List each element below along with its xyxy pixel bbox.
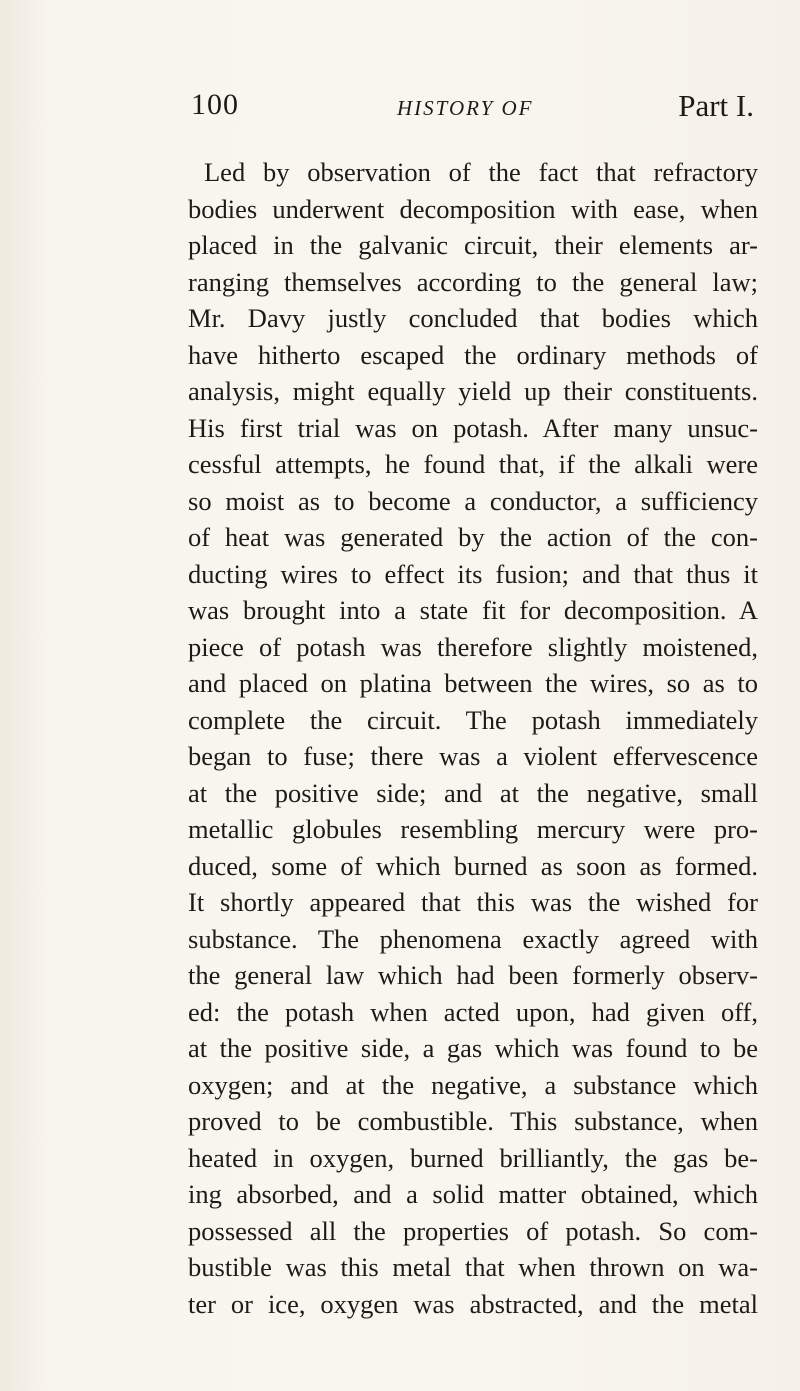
text-line: complete the circuit. The potash immediately (188, 704, 758, 735)
text-line: proved to be combustible. This substance, when (188, 1106, 758, 1136)
text-line: ed: the potash when acted upon, had given off, (188, 996, 758, 1027)
text-line: oxygen; and at the negative, a substance which (188, 1069, 758, 1100)
text-line: analysis, might equally yield up their constituents. (188, 376, 758, 406)
text-line: so moist as to become a conductor, a sufficiency (188, 485, 758, 516)
text-line: His first trial was on potash. After many unsuc- (188, 412, 758, 443)
text-line: Mr. Davy justly concluded that bodies which (188, 303, 758, 333)
text-line: metallic globules resembling mercury were pro- (188, 814, 758, 844)
part-label: Part I. (678, 88, 754, 123)
text-line: ter or ice, oxygen was abstracted, and the metal (188, 1288, 758, 1319)
running-title: HISTORY OF (397, 96, 534, 120)
text-line: It shortly appeared that this was the wished for (188, 887, 758, 917)
text-line: of heat was generated by the action of the con- (188, 522, 758, 552)
text-line: have hitherto escaped the ordinary methods of (188, 339, 758, 370)
page-number: 100 (191, 88, 239, 121)
text-line: ranging themselves according to the general law; (188, 266, 758, 297)
text-line: substance. The phenomena exactly agreed with (188, 923, 758, 954)
text-line: bodies underwent decomposition with ease, when (188, 193, 758, 224)
text-line: ing absorbed, and a solid matter obtained, which (188, 1179, 758, 1209)
text-line: at the positive side; and at the negative, small (188, 777, 758, 808)
text-line: ducting wires to effect its fusion; and that thus it (188, 558, 758, 589)
text-line: was brought into a state fit for decomposition. A (188, 595, 758, 625)
body-paragraph (188, 154, 758, 1322)
text-line: possessed all the properties of potash. So com- (188, 1215, 758, 1246)
running-head (191, 88, 754, 132)
text-line: cessful attempts, he found that, if the alkali were (188, 449, 758, 479)
text-line: and placed on platina between the wires, so as to (188, 668, 758, 698)
text-line: piece of potash was therefore slightly moistened, (188, 631, 758, 662)
text-line: began to fuse; there was a violent effervescence (188, 741, 758, 771)
text-line: bustible was this metal that when thrown on wa- (188, 1252, 758, 1282)
text-line: heated in oxygen, burned brilliantly, the gas be- (188, 1142, 758, 1173)
text-line: placed in the galvanic circuit, their elements ar- (188, 230, 758, 260)
text-line: the general law which had been formerly observ- (188, 960, 758, 990)
text-line: at the positive side, a gas which was found to be (188, 1033, 758, 1063)
text-line: duced, some of which burned as soon as formed. (188, 850, 758, 881)
text-line: Led by observation of the fact that refractory (204, 157, 758, 187)
